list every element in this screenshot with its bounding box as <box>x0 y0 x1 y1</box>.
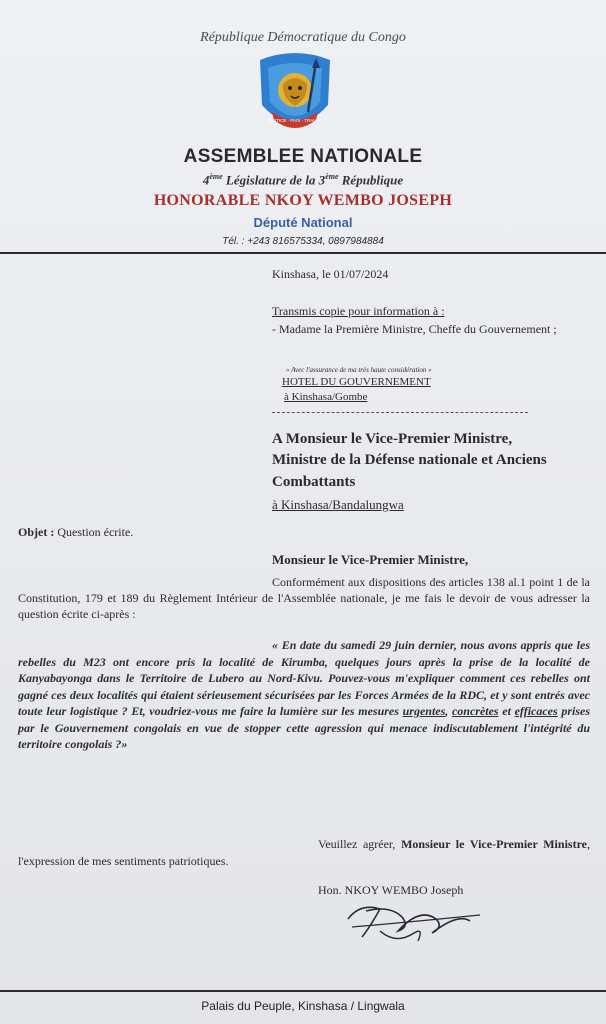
addressee-line-1: A Monsieur le Vice-Premier Ministre, <box>272 431 513 447</box>
footer-divider <box>0 990 606 992</box>
signatory-name: Hon. NKOY WEMBO Joseph <box>318 883 464 897</box>
header-divider <box>0 252 606 254</box>
closing-formula: Veuillez agréer, Monsieur le Vice-Premier Ministre, l'expression de mes sentiments patriotiques. <box>18 837 590 868</box>
emblem-motto: JUSTICE · PAIX · TRAVAIL <box>267 118 323 123</box>
legislature-line: 4ème Législature de la 3ème République <box>202 172 404 188</box>
copy-place: HOTEL DU GOUVERNEMENT <box>282 376 431 388</box>
handwritten-signature <box>340 897 490 947</box>
letter-date: Kinshasa, le 01/07/2024 <box>272 267 389 281</box>
object-line <box>18 525 133 540</box>
salutation: Monsieur le Vice-Premier Ministre, <box>272 552 469 567</box>
deputy-title: Député National <box>253 215 353 230</box>
copy-note: « Avec l'assurance de ma très haute considération » <box>286 366 432 374</box>
phone-line: Tél. : +243 816575334, 0897984884 <box>222 236 384 247</box>
addressee-line-3: Combattants <box>272 474 356 490</box>
object-value: Question écrite. <box>54 525 134 539</box>
copy-recipient: - Madame la Première Ministre, Cheffe du Gouvernement ; <box>272 322 557 336</box>
addressee-city: à Kinshasa/Bandalungwa <box>272 497 404 512</box>
assembly-title: ASSEMBLEE NATIONALE <box>183 146 423 167</box>
copy-heading: Transmis copie pour information à : <box>272 304 445 318</box>
copy-city: à Kinshasa/Gombe <box>284 391 368 403</box>
deputy-name: HONORABLE NKOY WEMBO JOSEPH <box>153 192 453 209</box>
object-label: Objet : <box>18 525 55 539</box>
footer-address: Palais du Peuple, Kinshasa / Lingwala <box>201 999 405 1013</box>
addressee-line-2: Ministre de la Défense nationale et Anciens <box>272 452 547 468</box>
dashed-separator <box>272 412 528 413</box>
coat-of-arms-emblem <box>250 50 340 145</box>
republic-heading: République Démocratique du Congo <box>200 30 406 45</box>
body-paragraph: Conformément aux dispositions des articles 138 al.1 point 1 de la Constitution, 179 et 189 du Règlement Intérieur de l'Assemblée nationale, je me fais le devoir de vous adresser la question écrite ci-après : <box>18 575 590 621</box>
written-question: « En date du samedi 29 juin dernier, nous avons appris que les rebelles du M23 ont encore pris la localité de Kirumba, quelques jours après la prise de la localité de Kanyabayonga dans le Territoire de Lubero au Nord-Kivu. Pouvez-vous m'expliquer comment ces rebelles ont gagné ces deux localités qui étaient sérieusement sécurisées par les Forces Armées de la RDC, et y sont entrés avec toute leur logistique ? Et, voudriez-vous me faire la lumière sur les mesures urgentes, concrètes et efficaces prises par le Gouvernement congolais en vue de stopper cette agression qui menace indiscutablement l'intégrité du territoire congolais ?» <box>18 638 591 751</box>
